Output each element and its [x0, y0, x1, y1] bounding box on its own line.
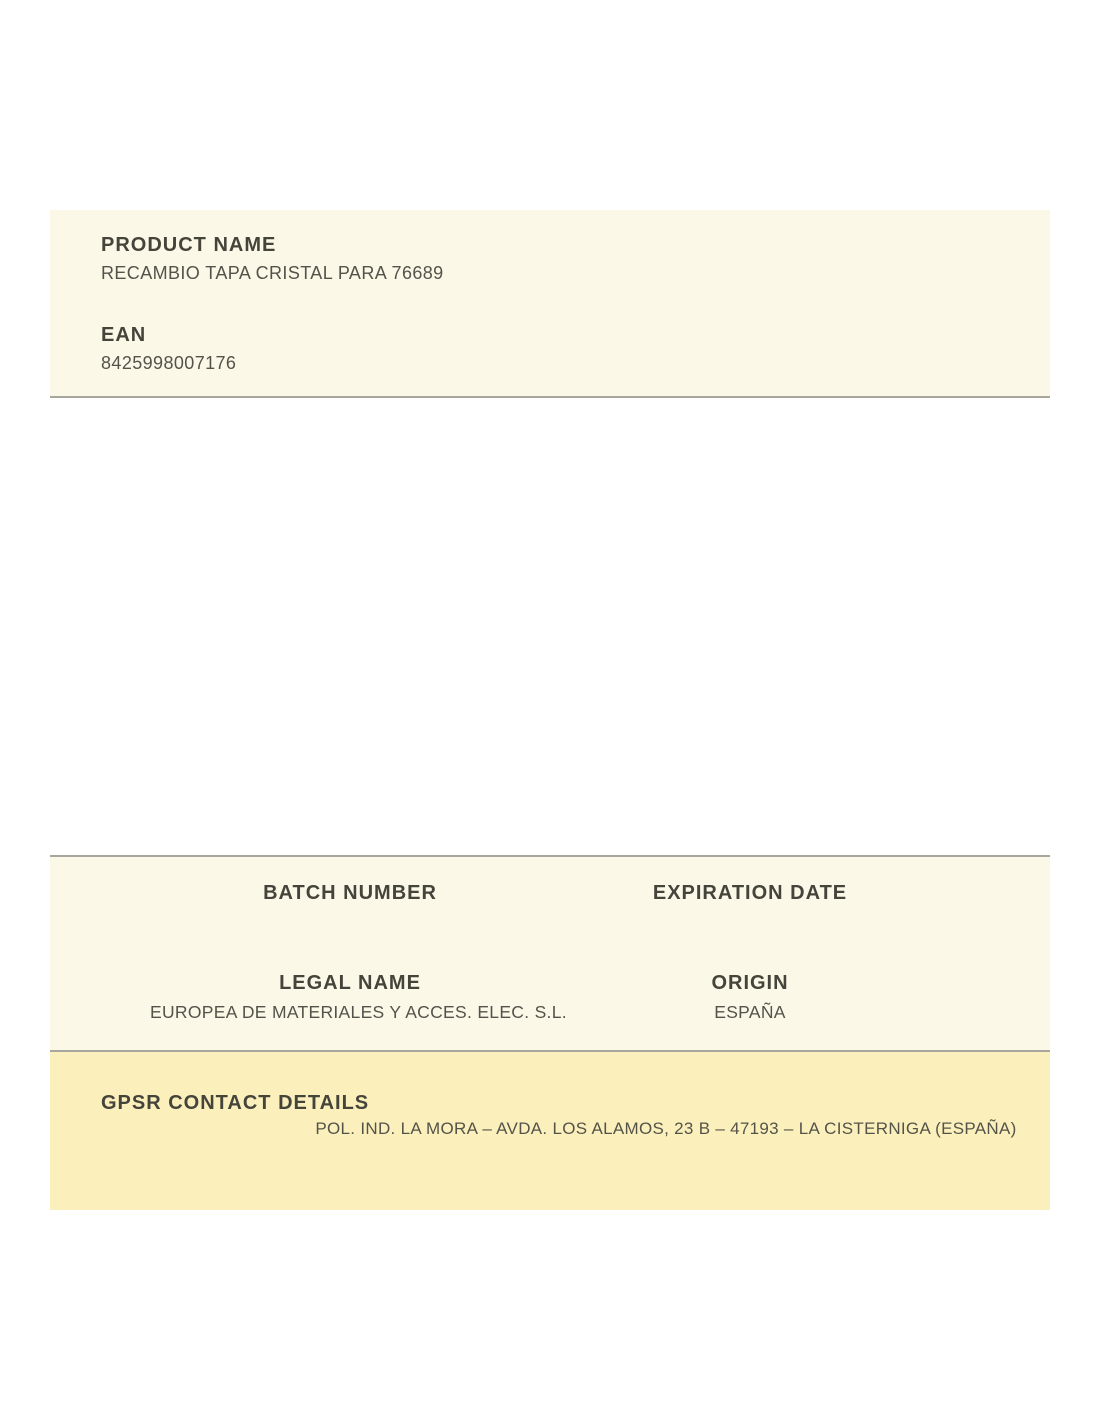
origin-value: ESPAÑA	[714, 1002, 786, 1022]
product-panel	[50, 210, 1050, 398]
legal-name-label: LEGAL NAME	[279, 972, 421, 994]
batch-panel	[50, 855, 1050, 1052]
batch-number-label: BATCH NUMBER	[263, 882, 437, 904]
gpsr-contact-details-label: GPSR CONTACT DETAILS	[101, 1092, 370, 1114]
product-name-label: PRODUCT NAME	[101, 234, 277, 256]
gpsr-panel	[50, 1052, 1050, 1210]
legal-name-value: EUROPEA DE MATERIALES Y ACCES. ELEC. S.L.	[150, 1002, 567, 1022]
ean-value: 8425998007176	[101, 353, 237, 373]
gpsr-contact-details-value: POL. IND. LA MORA – AVDA. LOS ALAMOS, 23 B – 47193 – LA CISTERNIGA (ESPAÑA)	[315, 1119, 1017, 1138]
product-name-value: RECAMBIO TAPA CRISTAL PARA 76689	[101, 263, 444, 283]
ean-label: EAN	[101, 324, 147, 346]
origin-label: ORIGIN	[711, 972, 789, 994]
expiration-date-label: EXPIRATION DATE	[652, 882, 848, 904]
